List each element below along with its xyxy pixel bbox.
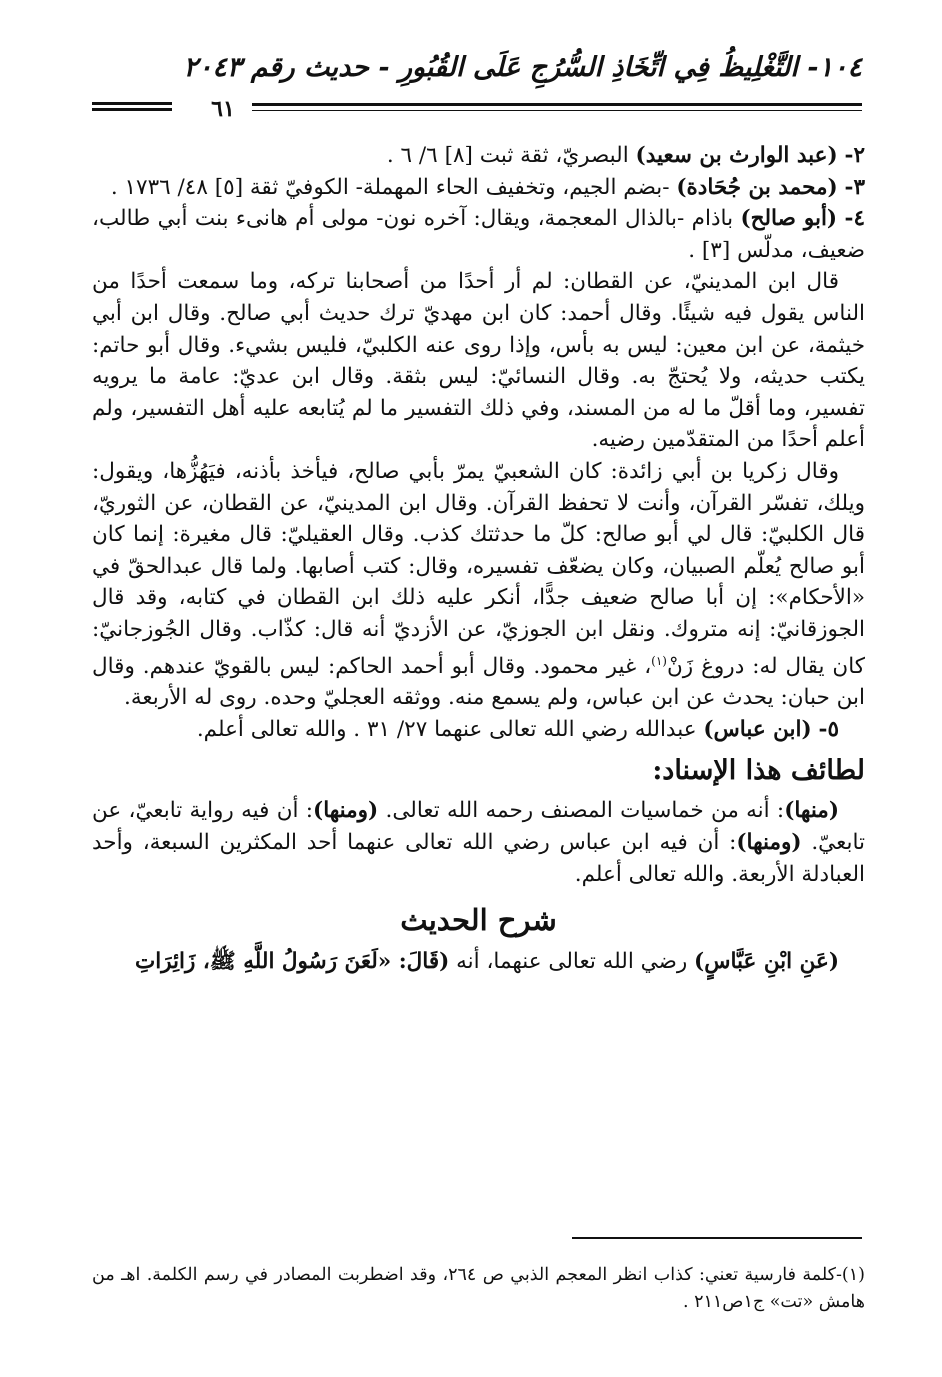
header-ornament-bars <box>92 102 172 114</box>
narrator-desc: عبدالله رضي الله تعالى عنهما ٢٧/ ٣١ . والله تعالى أعلم. <box>196 716 704 742</box>
bold-term: (منها) <box>784 798 839 824</box>
narrator-2 <box>92 140 865 172</box>
bold-term: (ومنها) <box>736 830 802 856</box>
paragraph-text: ، غير محمود. وقال أبو أحمد الحاكم: ليس بالقويّ عندهم. وقال ابن حبان: يحدث عن ابن عباس، ولم يسمع منه. ووثقه العجليّ وحده. روى له الأربعة. <box>92 653 865 711</box>
paragraph-text: : أنه من خماسيات المصنف رحمه الله تعالى. <box>378 798 785 824</box>
header-rule-thick <box>252 103 862 106</box>
narrator-3 <box>92 172 865 204</box>
narrator-4 <box>92 203 865 266</box>
footnote-text: (١)-كلمة فارسية تعني: كذاب انظر المعجم الذبي ص ٢٦٤، وقد اضطربت المصادر في رسم الكلمة. اهـ من هامش «تت» ج١ص٢١١ . <box>92 1265 865 1312</box>
narrator-desc: باذام -بالذال المعجمة، ويقال: آخره نون- مولى أم هانىء بنت أبي طالب، ضعيف، مدلّس [٣] . <box>92 206 865 263</box>
paragraph-text: : أن فيه ابن عباس رضي الله تعالى عنهما أحد المكثرين السبعة، وأحد العبادلة الأربعة. والله تعالى أعلم. <box>92 830 865 887</box>
footnote <box>92 1262 865 1316</box>
page-number: ٦١ <box>211 96 235 122</box>
narrator-num: ٤- <box>844 206 866 232</box>
paragraph-critique-2 <box>92 456 865 714</box>
section-heading-sharh: شرح الحديث <box>400 903 557 938</box>
bold-term: (قَالَ: «لَعَنَ رَسُولُ اللَّهِ ﷺ، زَائِرَاتِ <box>134 949 450 975</box>
paragraph-text: وقال زكريا بن أبي زائدة: كان الشعبيّ يمرّ بأبي صالح، فيأخذ بأذنه، فيَهُزُّها، ويقول: ويلك، تفسّر القرآن، وأنت لا تحفظ القرآن. وقال ابن المدينيّ، عن القطان، عن الثوريّ، قال الكلبيّ: قال لي أبو صالح: كلّ ما حدثتك كذب. وقال العقيليّ: قال مغيرة: إنما كان أبو صالح يُعلّم الصبيان، وكان يضعّف تفسيره، وقال: كتب أصابها. ولما قال عبدالحقّ في «الأحكام»: إن أبا صالح ضعيف جدًّا، أنكر عليه ذلك ابن القطان في كتابه، وقد قال الجوزقانيّ: إنه متروك. ونقل ابن الجوزيّ، عن الأزديّ أنه قال: كذّاب. وقال الجُوزجانيّ: كان يقال له: دروغ زَنْ <box>92 458 866 679</box>
narrator-desc: -بضم الجيم، وتخفيف الحاء المهملة- الكوفيّ ثقة [٥] ٤٨/ ١٧٣٦ . <box>110 174 677 200</box>
narrator-num: ٥- <box>818 716 839 742</box>
paragraph-critique-1: قال ابن المدينيّ، عن القطان: لم أر أحدًا من أصحابنا تركه، وما سمعت أحدًا من الناس يقول فيه شيئًا. وقال أحمد: كان ابن مهديّ ترك حديث أبي صالح. وقال ابن أبي خيثمة، عن ابن معين: ليس به بأس، وإذا روى عنه الكلبيّ، فليس بشيء. وقال أبو حاتم: يكتب حديثه، ولا يُحتجّ به. وقال النسائيّ: ليس بثقة. وقال ابن عديّ: عامة ما يرويه تفسير، وما أقلّ ما له من المسند، وفي ذلك التفسير ما لم يُتابعه عليه أهل التفسير، ولم أعلم أحدًا من المتقدّمين رضيه. <box>92 269 865 453</box>
section-heading-lataif: لطائف هذا الإسناد: <box>652 755 865 787</box>
header-rule-thin <box>252 110 862 111</box>
footnote-marker[interactable]: (١) <box>651 653 667 668</box>
paragraph-text: : أن فيه رواية تابعيّ، عن تابعيّ. <box>92 798 865 856</box>
bold-term: (ومنها) <box>313 798 379 824</box>
narrator-num: ٣- <box>844 174 865 200</box>
narrator-name: (ابن عباس) <box>703 716 812 742</box>
narrator-5 <box>92 714 865 746</box>
paragraph-sharh <box>92 946 865 978</box>
narrator-name: (عبد الوارث بن سعيد) <box>635 143 838 168</box>
footnote-rule <box>572 1237 862 1239</box>
running-header-title: ١٠٤- التَّغْلِيظُ فِي اتِّخَاذِ السُّرُجِ عَلَى القُبُورِ - حديث رقم ٢٠٤٣ <box>183 52 862 83</box>
narrator-name: (محمد بن جُحَادة) <box>676 174 838 200</box>
narrator-name: (أبو صالح) <box>740 206 838 232</box>
bold-term: (عَنِ ابْنِ عَبَّاسٍ) <box>694 949 839 975</box>
body-text <box>92 140 865 978</box>
narrator-desc: البصريّ، ثقة ثبت [٨] ٦/ ٦ . <box>386 143 636 168</box>
paragraph-text: رضي الله تعالى عنهما، أنه <box>449 949 695 975</box>
paragraph-lataif <box>92 795 865 890</box>
narrator-num: ٢- <box>844 143 865 168</box>
